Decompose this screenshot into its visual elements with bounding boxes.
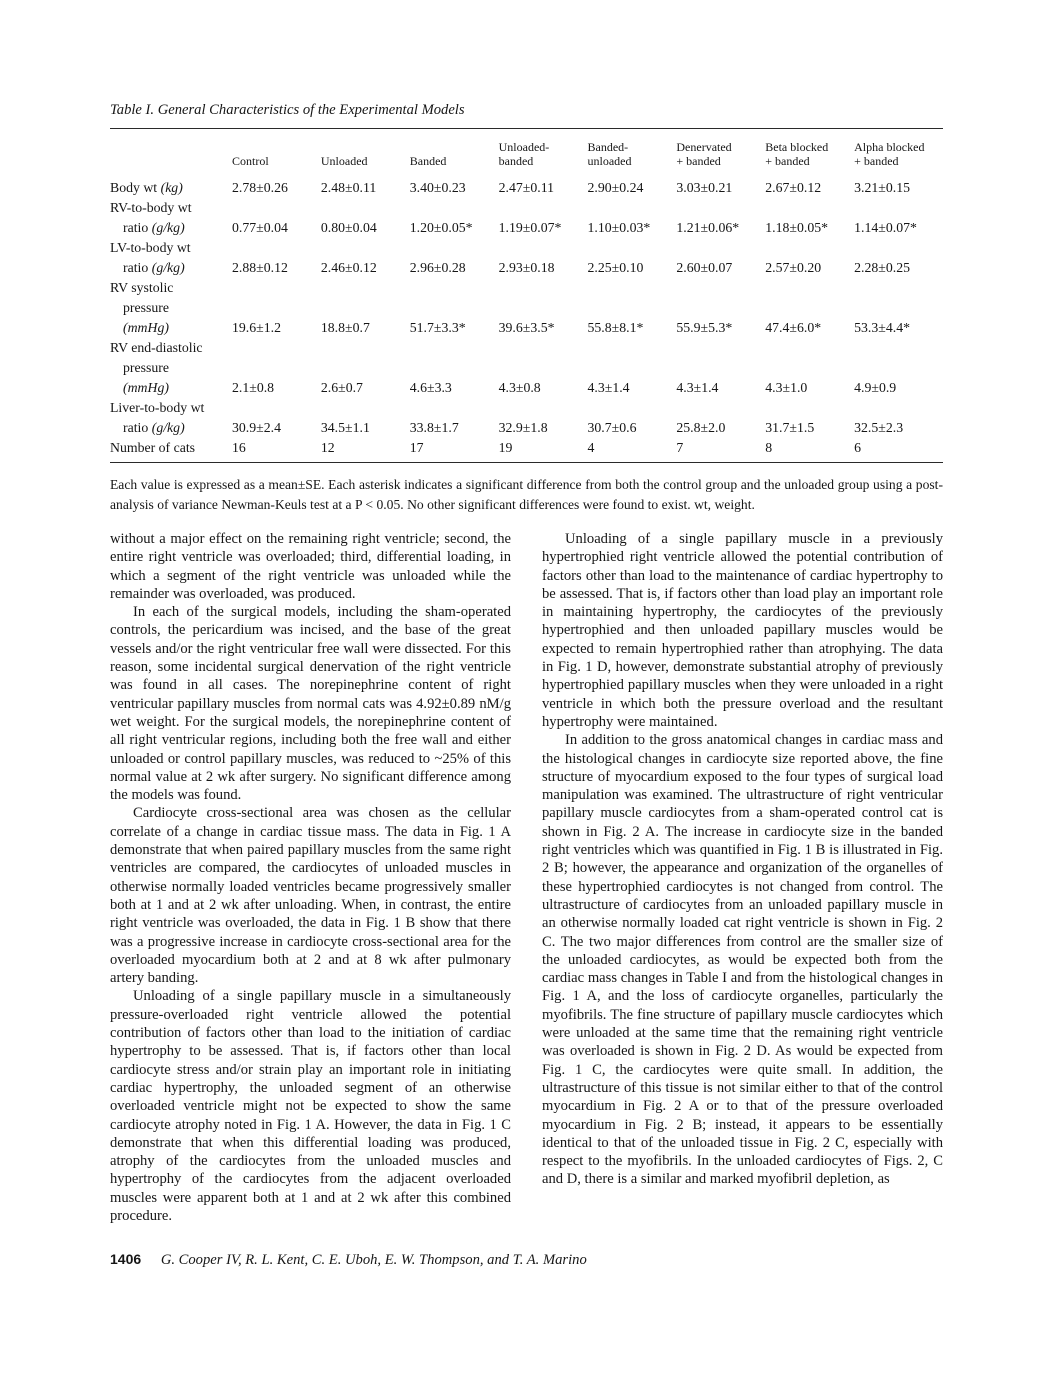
table-cell: 30.9±2.4 — [232, 420, 281, 435]
row-label — [110, 398, 232, 438]
column-header — [854, 141, 943, 168]
column-header — [588, 141, 677, 168]
table-cell: 25.8±2.0 — [676, 420, 726, 435]
table-cell: 32.9±1.8 — [498, 420, 548, 435]
column-header-line: banded — [498, 153, 534, 168]
column-header-line: + banded — [854, 153, 899, 168]
table-row — [110, 438, 943, 458]
table-row — [110, 238, 943, 278]
row-label-line: (mmHg) — [123, 380, 169, 395]
table-cell: 4.3±1.0 — [765, 380, 808, 395]
column-header-line: Alpha blocked — [854, 140, 925, 154]
table-cell: 31.7±1.5 — [765, 420, 815, 435]
table-cell: 55.8±8.1* — [587, 320, 644, 335]
column-header-line: Denervated — [676, 140, 732, 154]
table-row — [110, 338, 943, 398]
footer-authors: G. Cooper IV, R. L. Kent, C. E. Uboh, E. W. Thompson, and T. A. Marino — [160, 1252, 587, 1268]
column-header-line: Unloaded- — [498, 140, 550, 154]
table-cell: 6 — [854, 440, 862, 455]
table-cell: 2.67±0.12 — [765, 180, 822, 195]
column-header-line: unloaded — [587, 153, 632, 168]
table-cell: 16 — [232, 440, 246, 455]
table-cell: 4.6±3.3 — [409, 380, 452, 395]
table-cell: 7 — [676, 440, 684, 455]
row-label-line: (mmHg) — [123, 320, 169, 335]
text-column-left — [110, 530, 511, 1225]
table-cell: 3.40±0.23 — [409, 180, 466, 195]
column-header — [765, 141, 854, 168]
table-cell: 33.8±1.7 — [409, 420, 459, 435]
table-row — [110, 398, 943, 438]
table-cell: 19.6±1.2 — [232, 320, 281, 335]
row-label — [110, 438, 232, 458]
table-cell: 1.21±0.06* — [676, 220, 740, 235]
table-cell: 4.3±1.4 — [587, 380, 630, 395]
paragraph: In addition to the gross anatomical changes in cardiac mass and the histological changes in cardiocyte size reported above, the fine structure of myocardium exposed to the four types of surgical load manipulation was examined. The ultrastructure of right ventricular papillary muscle cardiocytes from a sham-operated control cat is shown in Fig. 2 A. The increase in cardiocyte size in the banded right ventricles which was quantified in Fig. 1 B is illustrated in Fig. 2 B; however, the appearance and organization of the organelles of these hypertrophied cardiocytes is not changed from control. The ultrastructure of cardiocytes from an unloaded papillary muscle in an otherwise normally loaded cat right ventricle is shown in Fig. 2 C. The two major differences from control are the smaller size of the unloaded cardiocytes, as would be expected both from the cardiac mass changes in Table I and from the histological changes in Fig. 1 A, and the loss of cardiocyte organelles, particularly the myofibrils. The fine structure of papillary muscle cardiocytes which were unloaded at the same time that the remaining right ventricle was overloaded is shown in Fig. 2 D. As would be expected from Fig. 1 C, the cardiocytes were quite small. In addition, the ultrastructure of this tissue is not similar either to that of the control myocardium in Fig. 2 A or to that of the pressure overloaded myocardium in Fig. 2 B; instead, it appears to be essentially identical to that of the unloaded tissue in Fig. 2 C, especially with respect to the myofibrils. In the unloaded cardiocytes of Figs. 2, C and D, there is a similar and marked myofibril depletion, as — [542, 732, 943, 1188]
column-header-line: Banded — [409, 153, 447, 168]
table-cell: 3.03±0.21 — [676, 180, 733, 195]
row-label-line: Body wt (kg) — [110, 180, 183, 195]
table-cell: 2.1±0.8 — [232, 380, 275, 395]
row-label-line: Number of cats — [110, 440, 196, 455]
column-header-line: Banded- — [587, 140, 629, 154]
table-cell: 55.9±5.3* — [676, 320, 733, 335]
paragraph: Cardiocyte cross-sectional area was chosen as the cellular correlate of a change in cardiac tissue mass. The data in Fig. 1 A demonstrate that when paired papillary muscles from the same right ventricles are compared, the cardiocytes of unloaded muscles in otherwise normally loaded ventricles became progressively smaller both at 1 and at 2 wk after unloading. When, in contrast, the entire right ventricle was overloaded, the data in Fig. 1 B show that there was a progressive increase in cardiocyte cross-sectional area for the overloaded myocardium both at 2 and at 8 wk after pulmonary artery banding. — [110, 805, 511, 987]
column-header-line: + banded — [676, 153, 721, 168]
table-cell: 1.19±0.07* — [498, 220, 562, 235]
table-cell: 3.21±0.15 — [854, 180, 910, 195]
table-cell: 12 — [320, 440, 335, 455]
table-cell: 4.3±0.8 — [498, 380, 541, 395]
text-column-right — [542, 530, 943, 1225]
table-cell: 1.18±0.05* — [765, 220, 829, 235]
row-label — [110, 198, 232, 238]
row-label-line: RV-to-body wt — [110, 200, 192, 215]
table-row — [110, 278, 943, 338]
column-header — [676, 141, 765, 168]
column-header — [232, 155, 321, 169]
row-label — [110, 278, 232, 338]
row-label-line: LV-to-body wt — [110, 240, 191, 255]
page-footer — [110, 1251, 587, 1269]
table-cell: 2.90±0.24 — [587, 180, 644, 195]
row-label-line: pressure — [123, 360, 169, 375]
row-label — [110, 178, 232, 198]
table-grid — [110, 129, 943, 458]
column-header — [410, 155, 499, 169]
table-1-block — [110, 102, 943, 514]
table-footnote: Each value is expressed as a mean±SE. Each asterisk indicates a significant difference from both the control group and the unloaded group using a post-analysis of variance Newman-Keuls test at a P < 0.05. No other significant differences were found to exist. wt, weight. — [110, 477, 943, 512]
paragraph: Unloading of a single papillary muscle in a simultaneously pressure-overloaded right ventricle allowed the potential contribution of factors other than load to the initiation of cardiac hypertrophy to be assessed. That is, if factors other than local cardiocyte stress and/or strain play an important role in initiating cardiac hypertrophy, the unloaded segment of an otherwise overloaded ventricle might not be expected to show the same cardiocyte atrophy noted in Fig. 1 A. However, the data in Fig. 1 C demonstrate that when this differential loading was produced, atrophy of the cardiocytes from the unloaded muscles and hypertrophy of the cardiocytes from the adjacent overloaded muscles were apparent both at 1 and at 2 wk after this combined procedure. — [110, 988, 511, 1224]
table-cell: 19 — [498, 440, 513, 455]
paragraph: Unloading of a single papillary muscle in a previously hypertrophied right ventricle allowed the potential contribution of factors other than load to the maintenance of cardiac hypertrophy to be assessed. That is, if factors other than load play an important role in maintaining hypertrophy, the cardiocytes of the previously hypertrophied and then unloaded papillary muscles would be expected to remain hypertrophied rather than atrophying. The data in Fig. 1 D, however, demonstrate substantial atrophy of previously hypertrophied papillary muscles when they were unloaded in a right ventricle in which both the pressure overload and the resultant hypertrophy were maintained. — [542, 531, 943, 730]
column-header — [499, 141, 588, 168]
table-cell: 2.25±0.10 — [587, 260, 644, 275]
row-label-line: Liver-to-body wt — [110, 400, 205, 415]
paragraph: In each of the surgical models, including the sham-operated controls, the pericardium was incised, and the base of the great vessels and/or the right ventricular free wall were dissected. For this reason, some incidental surgical denervation of the right ventricle was found in all cases. The norepinephrine content of right ventricular papillary muscles from normal cats was 4.92±0.89 nM/g wet weight. For the surgical models, the norepinephrine content of all right ventricular regions, including both the free wall and either unloaded or control papillary muscles, was reduced to ~25% of this normal value at 2 wk after surgery. No significant difference among the models was found. — [110, 604, 511, 804]
column-header-line: + banded — [765, 153, 810, 168]
table-title: Table I. General Characteristics of the Experimental Models — [110, 102, 465, 118]
table-cell: 2.6±0.7 — [320, 380, 363, 395]
table-cell: 2.60±0.07 — [676, 260, 733, 275]
table-cell: 0.77±0.04 — [232, 220, 288, 235]
row-label-line: ratio (g/kg) — [123, 260, 185, 275]
table-cell: 2.78±0.26 — [232, 180, 288, 195]
column-header-line: Beta blocked — [765, 140, 829, 154]
table-cell: 18.8±0.7 — [320, 320, 370, 335]
table-cell: 2.48±0.11 — [320, 180, 377, 195]
table-cell: 8 — [765, 440, 773, 455]
row-label-line: RV end-diastolic — [110, 340, 203, 355]
table-cell: 1.14±0.07* — [854, 220, 917, 235]
page-number: 1406 — [110, 1251, 142, 1267]
table-cell: 1.10±0.03* — [587, 220, 651, 235]
table-cell: 30.7±0.6 — [587, 420, 637, 435]
table-cell: 2.93±0.18 — [498, 260, 555, 275]
table-cell: 0.80±0.04 — [320, 220, 377, 235]
table-row — [110, 178, 943, 198]
table-cell: 2.88±0.12 — [232, 260, 288, 275]
paragraph: without a major effect on the remaining right ventricle; second, the entire right ventricle was overloaded; third, differential loading, in which a segment of the right ventricle was unloaded while the remainder was overloaded, was produced. — [110, 531, 511, 602]
table-cell: 32.5±2.3 — [854, 420, 904, 435]
row-label — [110, 238, 232, 278]
table-cell: 34.5±1.1 — [320, 420, 370, 435]
row-label-line: RV systolic — [110, 280, 174, 295]
table-cell: 4 — [587, 440, 595, 455]
table-cell: 4.9±0.9 — [854, 380, 897, 395]
table-cell: 1.20±0.05* — [409, 220, 473, 235]
table-cell: 2.96±0.28 — [409, 260, 466, 275]
column-header-line: Unloaded — [320, 153, 368, 168]
table-cell: 2.28±0.25 — [854, 260, 910, 275]
table-bottom-rule — [110, 462, 943, 463]
table-cell: 51.7±3.3* — [409, 320, 466, 335]
table-cell: 2.57±0.20 — [765, 260, 822, 275]
article-body — [110, 530, 943, 1225]
table-header-row — [110, 129, 943, 178]
table-cell: 2.46±0.12 — [320, 260, 377, 275]
row-label-line: pressure — [123, 300, 169, 315]
row-label-line: ratio (g/kg) — [123, 420, 185, 435]
table-cell: 39.6±3.5* — [498, 320, 555, 335]
column-header-line: Control — [232, 153, 269, 168]
table-cell: 17 — [409, 440, 424, 455]
column-header — [321, 155, 410, 169]
table-cell: 53.3±4.4* — [854, 320, 910, 335]
table-row — [110, 198, 943, 238]
table-cell: 2.47±0.11 — [498, 180, 554, 195]
table-cell: 4.3±1.4 — [676, 380, 719, 395]
row-label — [110, 338, 232, 398]
table-cell: 47.4±6.0* — [765, 320, 822, 335]
row-label-line: ratio (g/kg) — [123, 220, 185, 235]
